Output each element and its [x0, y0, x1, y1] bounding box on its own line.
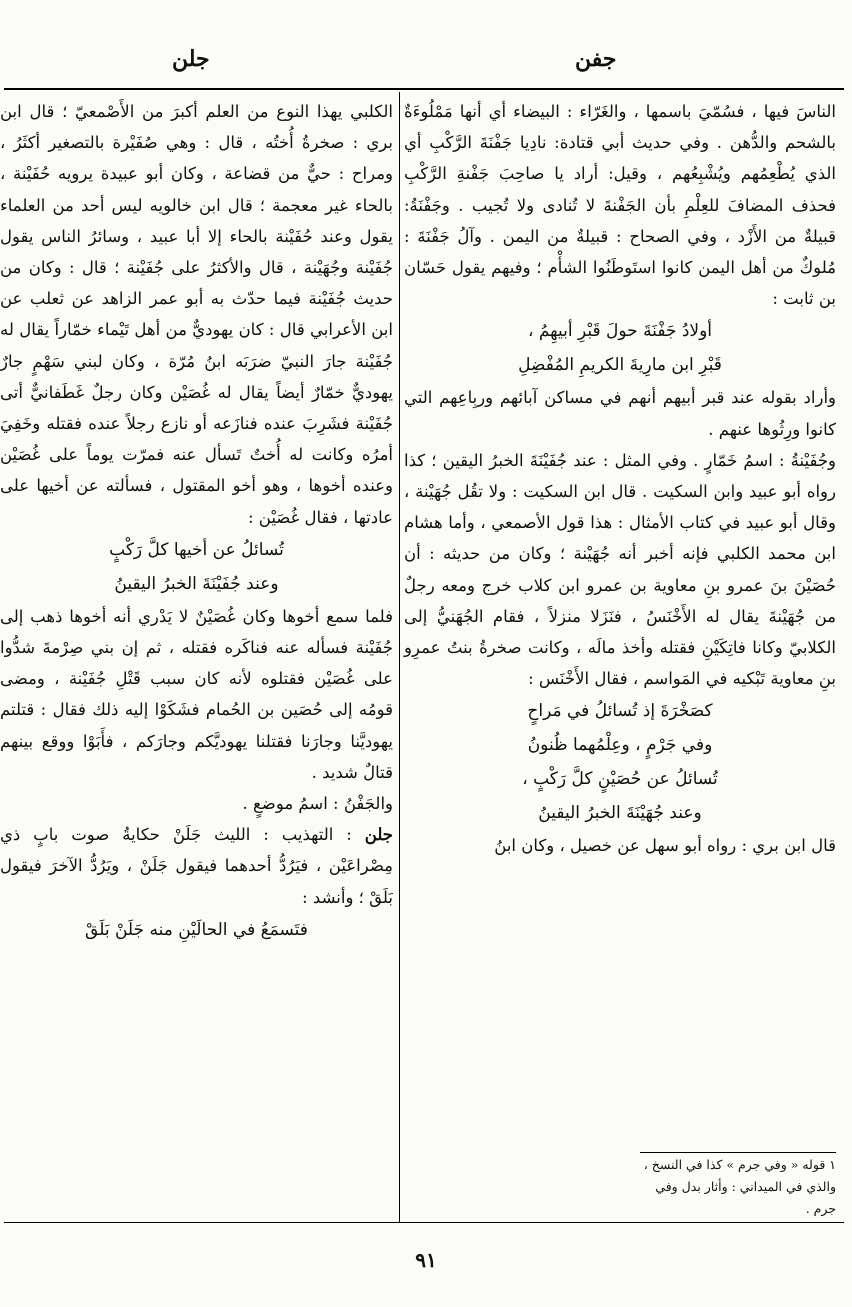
right-column — [404, 96, 836, 862]
verse-line: تُسائلُ عن أخيها كلَّ رَكْبٍ — [109, 539, 284, 560]
paragraph: وأراد بقوله عند قبر أبيهم أنهم في مساكن آبائهم وربِاعِهم التي كانوا ورِثُوها عنهم . — [404, 388, 836, 439]
right-headword: جفن — [575, 46, 617, 72]
entry-paragraph — [0, 819, 393, 913]
footnote-rule — [640, 1152, 836, 1153]
paragraph: فلما سمع أخوها وكان غُصَيْنٌ لا يَدْري أنه أخوها ذهب إلى جُفَيْنة فسأله عنه فناكَره فقتله ، ثم إن بني صِرْمةَ شدُّوا على غُصَيْن فقتلوه لأنه كان سبب قَتْلِ جُفَيْنة ، ومضى قومُه إلى حُصَين بن الحُمام فشَكَوْا إليه ذلك فقال : قتلتم يهوديَّنا وجارَنا فقتلنا يهوديَّكم وجارَكم ، فأَبَوْا ووقع بينهم قتالٌ شديد . — [0, 606, 393, 782]
paragraph: قال ابن بري : رواه أبو سهل عن خصيل ، وكان ابنُ — [494, 836, 836, 856]
left-column — [0, 96, 393, 947]
verse-line: تُسائلُ عن حُصَيْنٍ كلَّ رَكْبٍ ، — [522, 769, 718, 790]
column-divider — [399, 92, 400, 1222]
verse-line: وعند جُفَيْنَةَ الخبرُ اليقينُ — [114, 573, 279, 594]
verse-line: كصَخْرَةَ إذ تُسائلُ في مَراحٍ — [527, 701, 713, 722]
paragraph: وجُفَيْنةُ : اسمُ خَمّارٍ . وفي المثل : عند جُفَيْنَةَ الخبرُ اليقين ؛ كذا رواه أبو عبيد وابن السكيت . قال ابن السكيت : ولا تقُل جُهَيْنة ، وقال أبو عبيد في كتاب الأمثال : هذا قول الأصمعي ، وأما هشام ابن محمد الكلبي فإنه أخبر أنه جُهَيْنة ؛ وكان من حديثه : أن حُصَيْنَ بنَ عمرو بنِ معاوية بن عمرو ابن كلاب خرج ومعه رجلٌ من جُهَيْنةَ يقال له الأَخْنَسُ ، فنَزَلا منزلاً ، فقام الجُهَنيُّ إلى الكلابيّ وكانا فاتِكَيْنِ فقتله وأخذ مالَه ، وكانت صخرةُ بنتُ عمرِو بنِ معاوية تَبْكيه في المَواسم ، فقال الأَخْنَس : — [404, 450, 836, 689]
page-number: ٩١ — [415, 1248, 437, 1272]
top-rule — [4, 88, 844, 90]
verse-line: وفي جَرْمٍ ، وعِلْمُهما ظُنونُ — [527, 735, 713, 756]
verse-line: قَبْرِ ابن مارِيةَ الكريمِ المُفْضِلِ — [518, 355, 722, 376]
verse-line: أولادُ جَفْنَةَ حولَ قَبْرِ أبيهِمُ ، — [527, 321, 713, 342]
left-headword: جلن — [172, 46, 210, 72]
entry-lemma: جلن — [364, 825, 393, 845]
paragraph: والجَفْنُ : اسمُ موضعٍ . — [242, 794, 393, 814]
verse-line: وعند جُهَيْنَةَ الخبرُ اليقينُ — [538, 803, 702, 824]
paragraph: الناسَ فيها ، فسُمّيَ باسمها ، والغَرّاء : البيضاء أي أنها مَمْلُوءَةٌ بالشحم والدُّهن . وفي حديث أبي قتادة: نادِيا جَفْنَةَ الرَّكْبِ أي الذي يُطْعِمُهم ويُشْبِعُهم ، وقيل: أراد يا صاحِبَ جَفْنةِ الرَّكْبِ فحذف المضافَ للعِلْمِ بأن الجَفْنةَ لا تُنادى ولا تُجيب . وجَفْنَةُ: قبيلةٌ من الأَزْد ، وفي الصحاح : قبيلةٌ من اليمن . وآلُ جَفْنَةَ : مُلوكٌ من أهل اليمن كانوا استَوطَنُوا الشأْم ؛ وفيهم يقول حَسّان بن ثابت : — [404, 102, 836, 309]
paragraph: الكلبي يهذا النوع من العلم أكبرَ من الأَصْمعيّ ؛ قال ابن بري : صخرةُ أُختُه ، قال : وهي صُفَيْرة بالتصغير أكثَرُ ، ومراح : حيٌّ من قضاعة ، وكان أبو عبيدة يرويه حُفَيْنة ، بالحاء غير معجمة ؛ قال ابن خالويه ليس أحد من العلماء يقول وعند حُفَيْنة بالحاء إلا أبا عبيد ، وسائرُ الناس يقول جُفَيْنة وجُهَيْنة ، قال والأكثرُ على جُفَيْنة ؛ قال : وكان من حديث جُفَيْنة فيما حدّث به أبو عمر الزاهد عن ثعلب عن ابن الأعرابي قال : كان يهوديٌّ من أهل تَيْماء خمّاراً يقال له جُفَيْنة جارَ النبيّ ضرَبَه ابنُ مُرّة ، وكان لبني سَهْمٍ جارٌ يهوديٌّ خمّارٌ أيضاً يقال له غُصَيْن وكان رجلٌ غَطَفانيٌّ أتى جُفَيْنة فشَرِبَ عنده فنازَعه أو نازع رجلاً عنده فقتله وخَفِيَ أمرُه وكانت له أُختٌ تَسأل عنه فمرّت يوماً على غُصَيْن وعنده أخوها ، وهو أخو المقتول ، فسألته عن أخيها على عادتها ، فقال غُصَيْن : — [0, 102, 393, 527]
verse-line: فتَسمَعُ في الحالَيْنِ منه جَلَنْ بَلَقْ — [85, 919, 308, 940]
bottom-rule — [4, 1222, 844, 1223]
footnote: ١ قوله « وفي جرم » كذا في النسخ ، والذي في الميداني : وأثار بدل وفي جرم . — [643, 1157, 836, 1216]
entry-text: : التهذيب : الليث جَلَنْ حكايةُ صوت بابٍ ذي مِصْراعَيْن ، فيَرُدُّ أحدهما فيقول جَلَنْ ، ويَرُدُّ الآخرَ فيقول بَلَقْ ؛ وأنشد : — [0, 825, 393, 907]
